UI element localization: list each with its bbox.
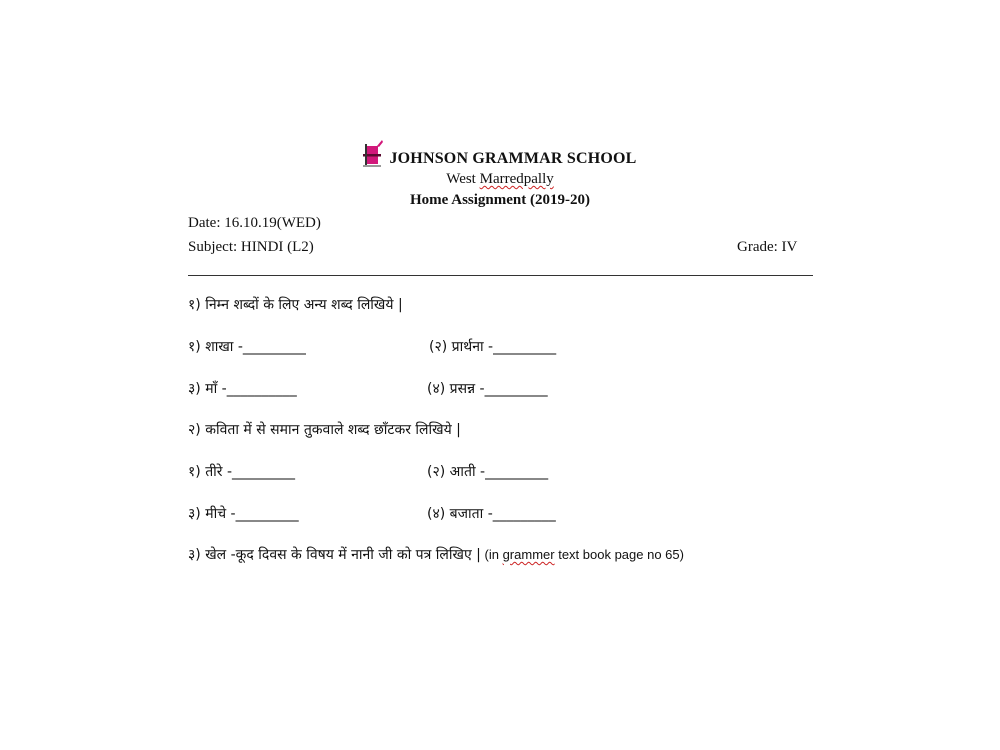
note-rest: text book page no 65) bbox=[554, 547, 684, 562]
note-misspelled-word: grammer bbox=[502, 547, 555, 562]
question-2-item-2: (२) आती -_________ bbox=[427, 464, 549, 480]
grade-label: Grade: IV bbox=[737, 239, 798, 255]
location-name: Marredpally bbox=[479, 171, 554, 187]
question-3-row bbox=[188, 546, 684, 564]
question-1-prompt: १) निम्न शब्दों के लिए अन्य शब्द लिखिये | bbox=[188, 297, 403, 313]
question-2-item-4: (४) बजाता -_________ bbox=[427, 506, 556, 522]
location-prefix: West bbox=[446, 171, 480, 187]
question-3-prompt: ३) खेल -कूद दिवस के विषय में नानी जी को पत्र लिखिए | bbox=[188, 547, 481, 563]
date-label: Date: 16.10.19(WED) bbox=[188, 215, 321, 231]
school-name: JOHNSON GRAMMAR SCHOOL bbox=[389, 150, 637, 167]
school-title-group bbox=[363, 140, 636, 168]
separator-line bbox=[188, 275, 813, 276]
question-1-item-2: (२) प्रार्थना -_________ bbox=[429, 339, 557, 355]
note-open: (in bbox=[480, 547, 503, 562]
school-crest-icon bbox=[363, 140, 385, 168]
school-location bbox=[0, 171, 1000, 188]
school-header bbox=[0, 140, 1000, 170]
assignment-title: Home Assignment (2019-20) bbox=[410, 192, 590, 208]
question-3-note bbox=[481, 547, 684, 562]
question-1-item-3: ३) माँ -__________ bbox=[188, 381, 297, 397]
subject-label: Subject: HINDI (L2) bbox=[188, 239, 314, 255]
question-2-prompt: २) कविता में से समान तुकवाले शब्द छाँटकर लिखिये | bbox=[188, 422, 461, 438]
question-1-item-1: १) शाखा -_________ bbox=[188, 339, 306, 355]
question-1-item-4: (४) प्रसन्न -_________ bbox=[427, 381, 548, 397]
question-2-item-1: १) तीरे -_________ bbox=[188, 464, 296, 480]
question-2-item-3: ३) मीचे -_________ bbox=[188, 506, 299, 522]
